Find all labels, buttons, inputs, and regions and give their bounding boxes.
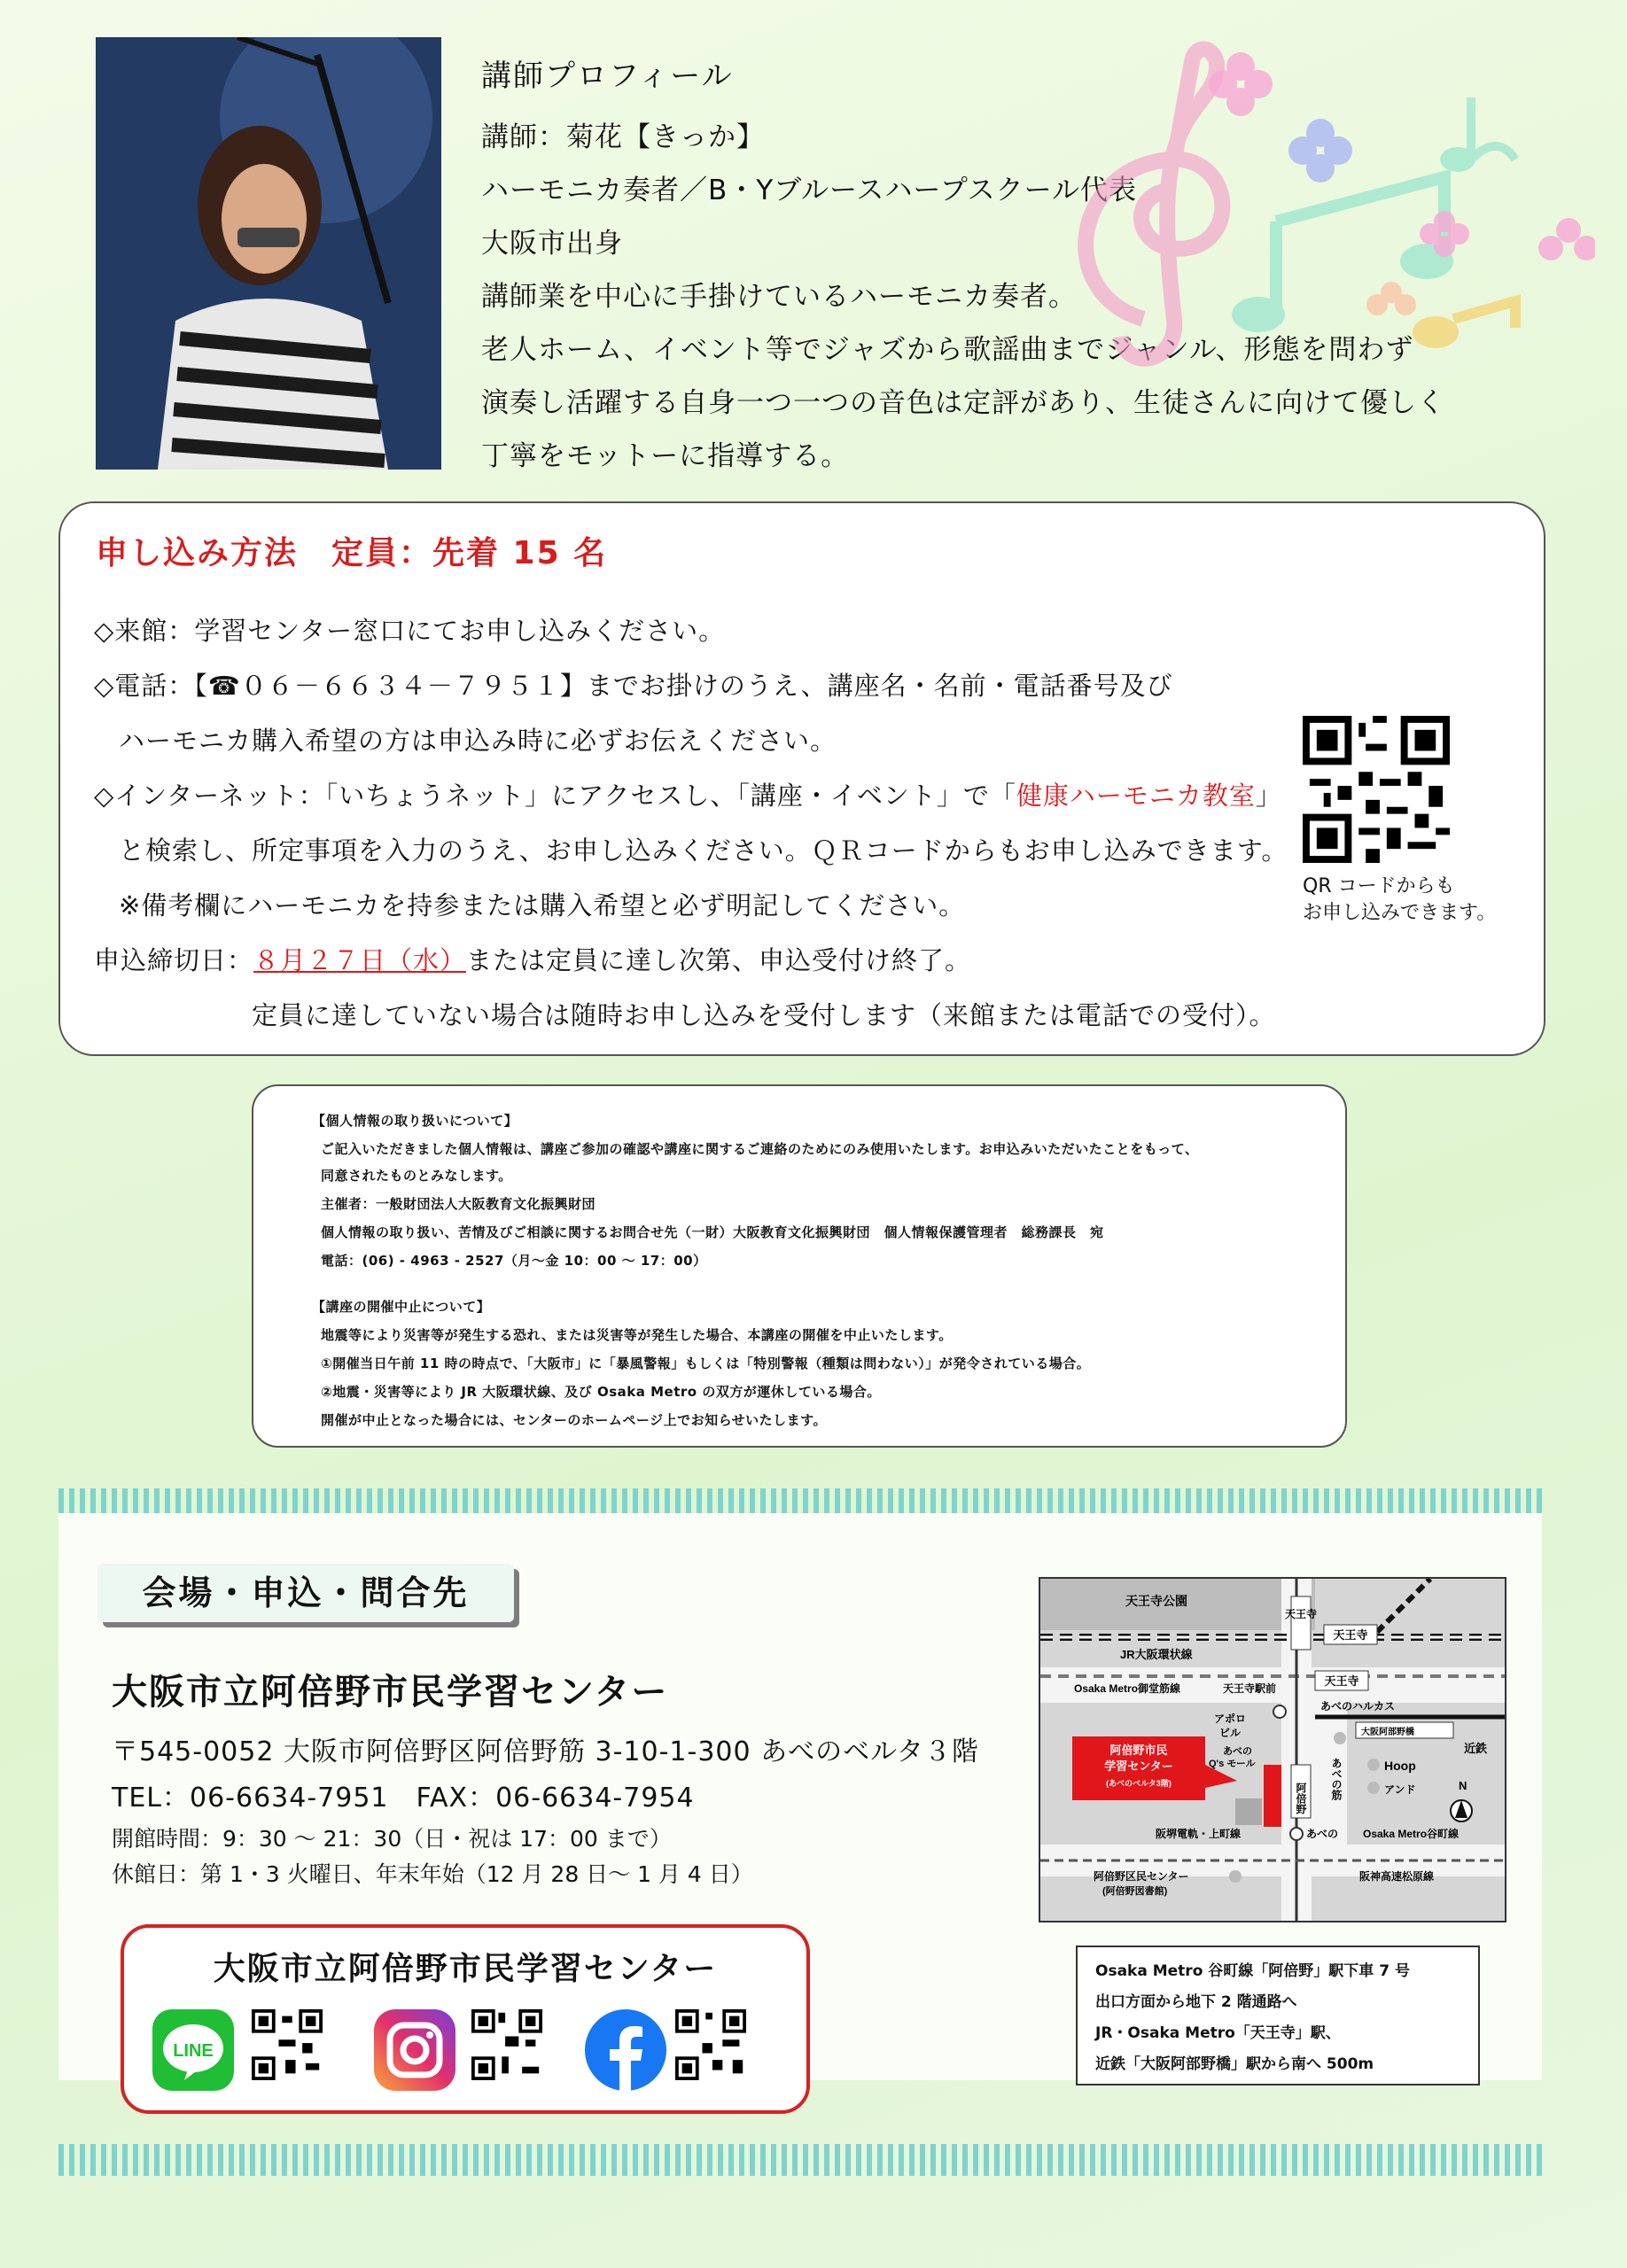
map-label: 近鉄 xyxy=(1464,1742,1488,1755)
map-label: あべの xyxy=(1223,1746,1252,1757)
cancellation-heading: 【講座の開催中止について】 xyxy=(312,1299,491,1315)
apply-deadline xyxy=(94,941,971,977)
profile-line: ハーモニカ奏者／B・Yブルースハープスクール代表 xyxy=(481,175,1138,206)
profile-line: 老人ホーム、イベント等でジャズから歌謡曲までジャンル、形態を問わず xyxy=(481,334,1414,366)
map-label: 天王寺駅前 xyxy=(1223,1682,1277,1695)
map-label: 阪神高速松原線 xyxy=(1359,1870,1435,1883)
sns-title: 大阪市立阿倍野市民学習センター xyxy=(213,1951,718,1987)
instructor-photo-illustration xyxy=(96,37,441,470)
map-label: 阪堺電軌・上町線 xyxy=(1156,1828,1242,1840)
instructor-photo xyxy=(96,37,441,470)
apply-phone: ◇電話：【☎０６－６６３４－７９５１】までお掛けのうえ、講座名・名前・電話番号及び xyxy=(94,671,1173,701)
qr-caption-line: お申し込みできます。 xyxy=(1303,902,1497,924)
map-label: あべのハルカス xyxy=(1320,1700,1396,1713)
access-line: 出口方面から地下 2 階通路へ xyxy=(1095,1993,1297,2011)
venue-tag: 会場・申込・問合先 xyxy=(97,1564,514,1622)
map-label: 天王寺公園 xyxy=(1125,1594,1187,1608)
apply-internet-search: と検索し、所定事項を入力のうえ、お申し込みください。ＱＲコードからもお申し込みできます。 xyxy=(119,835,1288,866)
application-qr[interactable] xyxy=(1303,716,1506,927)
facebook-icon[interactable] xyxy=(585,2009,666,2091)
apply-visit: ◇来館：学習センター窓口にてお申し込みください。 xyxy=(94,616,726,646)
line-icon[interactable] xyxy=(152,2009,234,2091)
map-label: 学習センター xyxy=(1104,1759,1173,1773)
map-label: 阿倍野区民センター xyxy=(1094,1870,1189,1883)
venue-closed-days: 休館日：第 1・3 火曜日、年末年始（12 月 28 日～ 1 月 4 日） xyxy=(112,1861,753,1887)
application-method-box xyxy=(58,501,1545,1056)
access-line: Osaka Metro 谷町線「阿倍野」駅下車 7 号 xyxy=(1095,1962,1410,1980)
apply-internet-text: ◇インターネット：「いちょうネット」にアクセスし、「講座・イベント」で「 xyxy=(94,781,1016,811)
qr-code-icon[interactable] xyxy=(1303,716,1450,863)
qr-code-icon[interactable] xyxy=(471,2009,542,2080)
instagram-icon[interactable] xyxy=(374,2009,455,2091)
map-label: 天王寺 xyxy=(1324,1674,1359,1688)
apply-capacity-note: 定員に達していない場合は随時お申し込みを受付します（来館または電話での受付）。 xyxy=(252,1000,1276,1030)
map-label: あべの筋 xyxy=(1330,1758,1343,1800)
music-note-icon xyxy=(1019,27,1595,425)
venue-tel-fax: TEL：06-6634-7951 FAX：06-6634-7954 xyxy=(112,1783,695,1814)
map-label: アンド xyxy=(1384,1783,1416,1796)
sns-box xyxy=(121,1924,810,2114)
line-icon-label: LINE xyxy=(173,2041,214,2061)
map-label: JR大阪環状線 xyxy=(1120,1648,1193,1661)
profile-line: 大阪市出身 xyxy=(481,228,623,260)
profile-line: 演奏し活躍する自身一つ一つの音色は定評があり、生徒さんに向けて優しく xyxy=(481,387,1445,419)
privacy-notice-box xyxy=(252,1084,1347,1448)
map-label: あべの xyxy=(1306,1828,1339,1840)
qr-caption xyxy=(1303,874,1506,927)
map-label: (阿倍野図書館) xyxy=(1102,1886,1168,1897)
profile-line: 講師業を中心に手掛けているハーモニカ奏者。 xyxy=(481,281,1077,313)
map-label: Osaka Metro谷町線 xyxy=(1363,1828,1460,1840)
map-label: Q's モール xyxy=(1209,1759,1256,1769)
access-line: JR・Osaka Metro「天王寺」駅、 xyxy=(1095,2024,1341,2042)
venue-address: 〒545-0052 大阪市阿倍野区阿倍野筋 3-10-1-300 あべのベルタ３階 xyxy=(112,1736,979,1767)
deadline-rest: または定員に達し次第、申込受付け終了。 xyxy=(466,945,972,975)
privacy-line: 主催者：一般財団法人大阪教育文化振興財団 xyxy=(321,1196,596,1212)
cancellation-line: 地震等により災害等が発生する恐れ、または災害等が発生した場合、本講座の開催を中止いたします。 xyxy=(321,1327,953,1343)
deadline-date: ８月２７日（水） xyxy=(253,945,467,975)
course-name: 健康ハーモニカ教室 xyxy=(1016,781,1256,811)
map-illustration xyxy=(1040,1579,1505,1921)
qr-code-icon[interactable] xyxy=(252,2009,323,2080)
profile-line: 講師：菊花【きっか】 xyxy=(481,121,765,153)
map-label: アポロ xyxy=(1214,1713,1247,1725)
map-label: 天王寺 xyxy=(1333,1628,1368,1642)
deadline-label: 申込締切日： xyxy=(94,945,254,975)
music-flower-decoration xyxy=(1019,27,1595,425)
decorative-stripe xyxy=(58,2144,1542,2176)
cancellation-line: ①開催当日午前 11 時の時点で、「大阪市」に「暴風警報」もしくは「特別警報（種類は問わない）」が発令されている場合。 xyxy=(321,1355,1091,1371)
application-heading: 申し込み方法 定員：先着 15 名 xyxy=(96,535,608,571)
privacy-line: 個人情報の取り扱い、苦情及びご相談に関するお問合せ先（一財）大阪教育文化振興財団 個人情報保護管理者 総務課長 宛 xyxy=(321,1224,1104,1240)
map-label: 天王寺 xyxy=(1284,1608,1318,1620)
qr-caption-line: QR コードからも xyxy=(1303,875,1455,897)
apply-remarks-note: ※備考欄にハーモニカを持参または購入希望と必ず明記してください。 xyxy=(119,890,966,920)
map-label: ビル xyxy=(1219,1727,1242,1739)
map-label: Hoop xyxy=(1384,1759,1416,1773)
access-map xyxy=(1039,1577,1506,1922)
map-label: N xyxy=(1459,1779,1467,1792)
profile-line: 丁寧をモットーに指導する。 xyxy=(481,440,850,472)
privacy-heading: 【個人情報の取り扱いについて】 xyxy=(312,1113,518,1129)
privacy-line: 電話：(06) - 4963 - 2527（月～金 10：00 ～ 17：00） xyxy=(321,1253,707,1269)
access-directions xyxy=(1076,1946,1480,2085)
map-label: 大阪阿部野橋 xyxy=(1361,1728,1414,1737)
privacy-line: 同意されたものとみなします。 xyxy=(321,1168,512,1184)
apply-internet-close: 」 xyxy=(1255,781,1282,811)
apply-internet xyxy=(94,776,1282,812)
map-label: Osaka Metro御堂筋線 xyxy=(1074,1682,1181,1695)
venue-section xyxy=(58,1513,1542,2080)
map-label: (あべのベルタ3階) xyxy=(1106,1779,1172,1788)
cancellation-line: ②地震・災害等により JR 大阪環状線、及び Osaka Metro の双方が運休している場合。 xyxy=(321,1384,881,1400)
map-label: 阿倍野市民 xyxy=(1109,1744,1168,1757)
cancellation-line: 開催が中止となった場合には、センターのホームページ上でお知らせいたします。 xyxy=(321,1412,827,1428)
venue-name: 大阪市立阿倍野市民学習センター xyxy=(112,1672,669,1713)
apply-phone-note: ハーモニカ購入希望の方は申込み時に必ずお伝えください。 xyxy=(119,726,837,756)
venue-hours: 開館時間：9：30 ～ 21：30（日・祝は 17：00 まで） xyxy=(112,1826,672,1852)
profile-title: 講師プロフィール xyxy=(481,58,734,94)
map-label: 阿倍野 xyxy=(1295,1783,1307,1814)
access-line: 近鉄「大阪阿部野橋」駅から南へ 500m xyxy=(1095,2055,1374,2073)
privacy-line: ご記入いただきました個人情報は、講座ご参加の確認や講座に関するご連絡のためにのみ使用いたします。お申込みいただいたことをもって、 xyxy=(321,1141,1199,1157)
qr-code-icon[interactable] xyxy=(675,2009,746,2080)
